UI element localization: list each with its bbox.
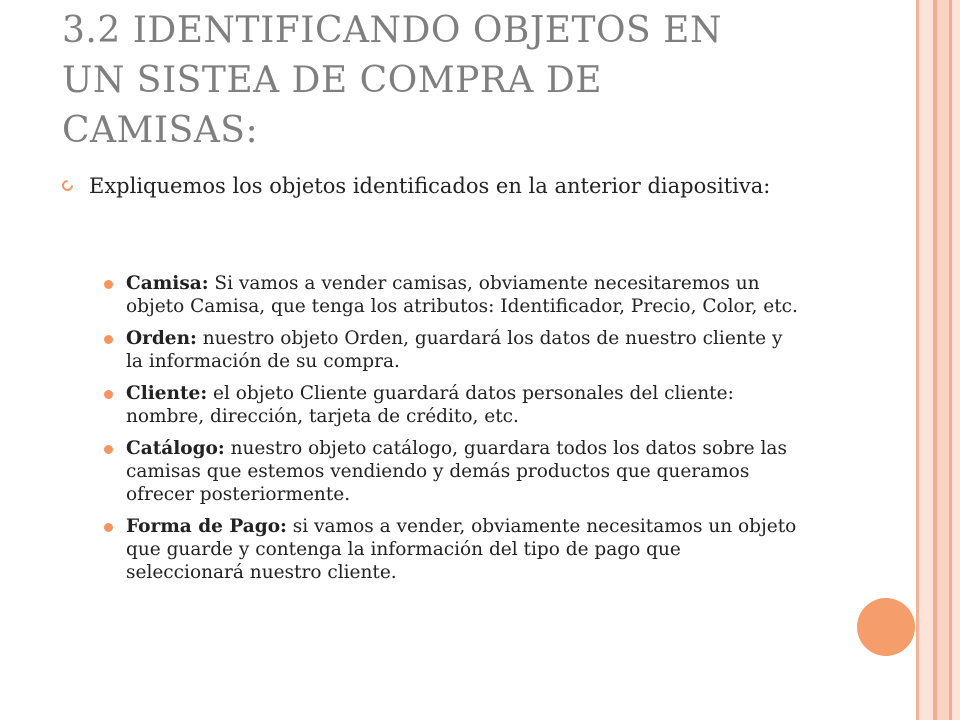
item-description: el objeto Cliente guardará datos personales del cliente: nombre, dirección, tarjeta de crédito, etc.	[126, 383, 734, 427]
title-line: 3.2 IDENTIFICANDO OBJETOS EN	[62, 10, 722, 51]
decorative-stripes	[916, 0, 960, 720]
item-term: Orden:	[126, 328, 197, 349]
decorative-circle	[857, 598, 915, 656]
item-term: Catálogo:	[126, 438, 225, 459]
item-description: si vamos a vender, obviamente necesitamos un objeto que guarde y contenga la información del tipo de pago que seleccionará nuestro cliente.	[126, 516, 797, 583]
item-term: Cliente:	[126, 383, 208, 404]
list-item	[104, 382, 804, 428]
stripe-band	[937, 0, 949, 720]
object-list	[104, 272, 804, 593]
list-item	[104, 327, 804, 373]
list-item	[104, 272, 804, 318]
item-description: nuestro objeto catálogo, guardara todos los datos sobre las camisas que estemos vendiendo y demás productos que queramos ofrecer posteriormente.	[126, 438, 787, 505]
main-bullet-text: Expliquemos los objetos identificados en la anterior diapositiva:	[89, 174, 771, 198]
list-item	[104, 437, 804, 506]
list-item	[104, 515, 804, 584]
stripe-band	[919, 0, 933, 720]
stripe-band	[952, 0, 960, 720]
item-term: Forma de Pago:	[126, 516, 287, 537]
dot-bullet-icon	[104, 390, 113, 399]
title-line: CAMISAS:	[62, 110, 259, 151]
dot-bullet-icon	[104, 445, 113, 454]
title-line: UN SISTEA DE COMPRA DE	[62, 60, 602, 101]
dot-bullet-icon	[104, 335, 113, 344]
dot-bullet-icon	[104, 523, 113, 532]
item-description: nuestro objeto Orden, guardará los datos de nuestro cliente y la información de su compra.	[126, 328, 783, 372]
item-description: Si vamos a vender camisas, obviamente necesitaremos un objeto Camisa, que tenga los atributos: Identificador, Precio, Color, etc.	[126, 273, 798, 317]
ring-bullet-icon	[60, 178, 76, 194]
dot-bullet-icon	[104, 280, 113, 289]
item-term: Camisa:	[126, 273, 209, 294]
main-bullet	[62, 174, 842, 199]
slide-title	[62, 6, 852, 156]
